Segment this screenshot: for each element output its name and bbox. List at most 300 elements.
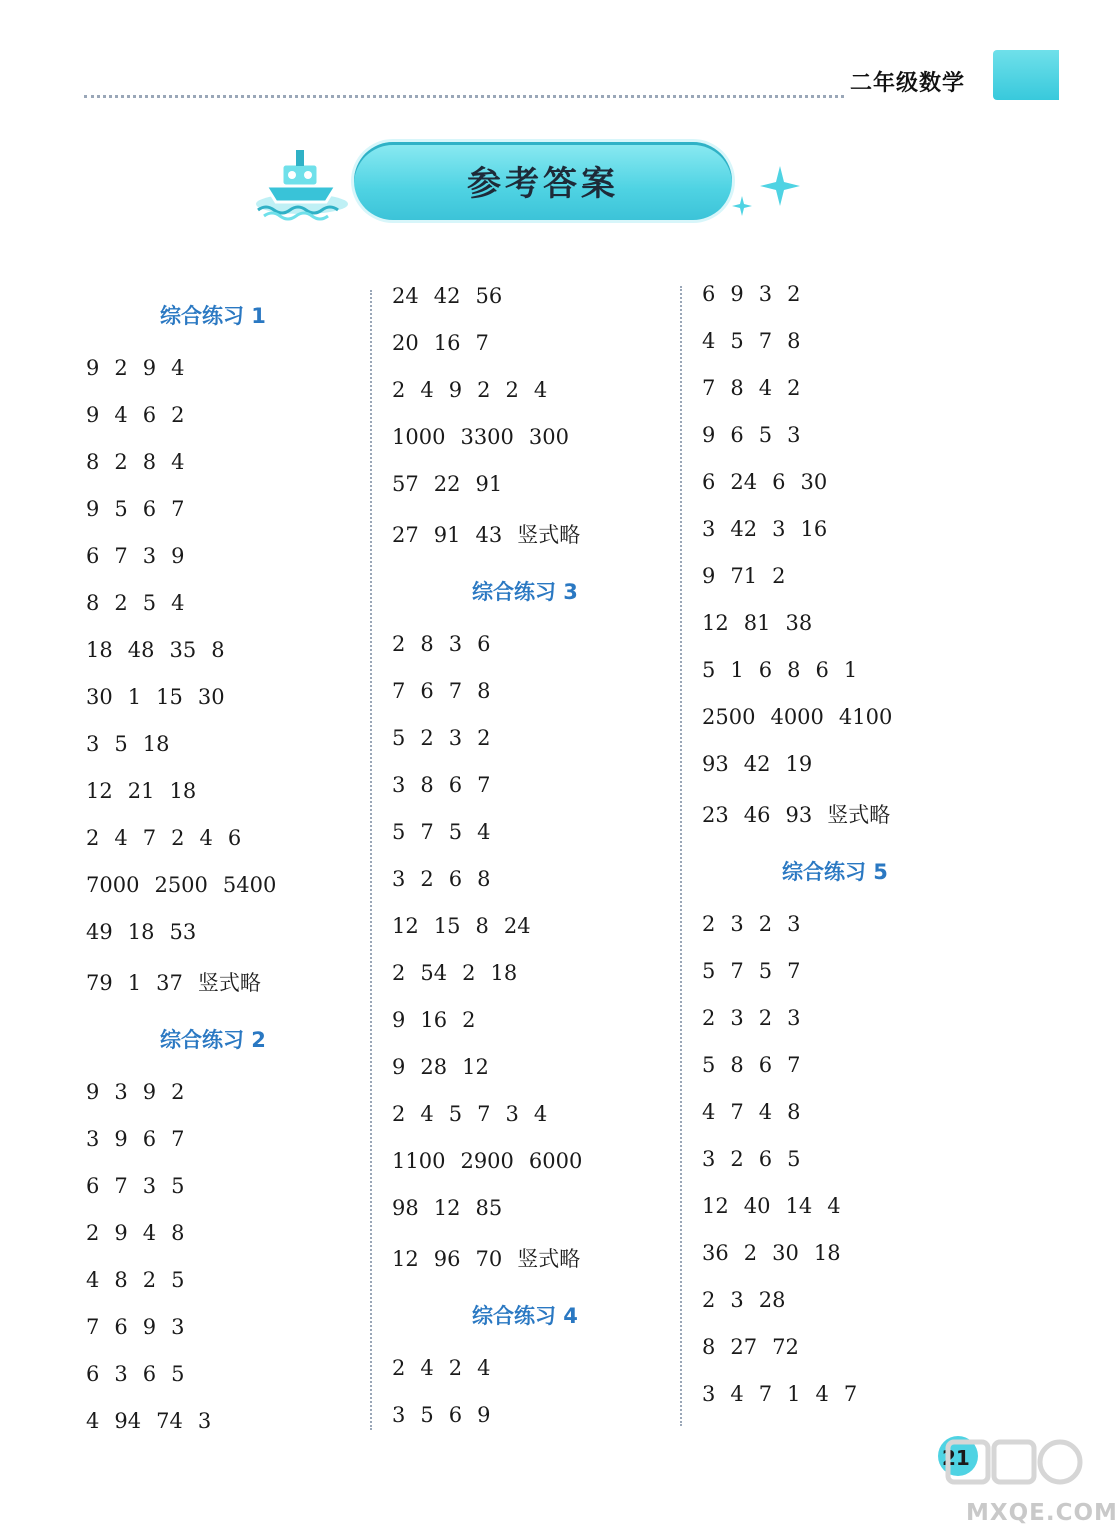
page-number: 21 (942, 1446, 970, 1470)
answer-value: 3 (702, 517, 716, 541)
answer-row (702, 376, 816, 400)
answer-value: 93 (702, 752, 729, 776)
answer-value: 24 (392, 284, 419, 308)
answer-value: 4000 (770, 705, 824, 729)
answer-value: 7 (477, 1102, 491, 1126)
answer-value: 53 (169, 920, 197, 944)
answer-row (86, 1127, 200, 1151)
answer-value: 4 (114, 403, 128, 427)
answer-value: 5 (420, 1403, 434, 1427)
answer-value: 4 (702, 329, 716, 353)
answer-value: 8 (211, 638, 225, 662)
answer-value: 1 (843, 658, 858, 682)
answer-row (86, 873, 291, 897)
answer-value: 7 (171, 497, 185, 521)
answer-value: 3 (142, 1174, 157, 1198)
sparkle-small-icon (732, 196, 752, 216)
answer-value: 6 (815, 658, 829, 682)
grade-subject-label: 二年级数学 (850, 71, 966, 96)
answer-value: 2500 (702, 705, 756, 729)
ship-icon (252, 142, 350, 220)
answer-row (702, 1006, 816, 1030)
answer-value: 6 (758, 658, 773, 682)
answer-value: 22 (433, 472, 461, 496)
answer-row (86, 732, 184, 756)
answer-value: 3 (86, 1127, 100, 1151)
answer-value: 6 (772, 470, 786, 494)
answer-row (392, 284, 517, 308)
answer-value: 9 (448, 378, 463, 402)
answer-value: 8 (730, 376, 744, 400)
answer-value: 6 (758, 1053, 773, 1077)
answer-value: 2 (171, 1080, 185, 1104)
answer-value: 8 (114, 1268, 128, 1292)
answer-value: 71 (730, 564, 758, 588)
answer-value: 4 (533, 378, 548, 402)
answer-value: 4 (114, 826, 128, 850)
answer-value: 3 (448, 726, 463, 750)
answer-value: 12 (702, 1194, 729, 1218)
answer-value: 6 (702, 470, 716, 494)
answer-value: 16 (420, 1008, 448, 1032)
answer-value: 2 (462, 961, 476, 985)
answer-value: 9 (142, 1080, 157, 1104)
answer-value: 5 (758, 959, 773, 983)
answer-value: 6000 (528, 1149, 583, 1173)
answer-value: 79 (86, 971, 113, 995)
answer-row (392, 961, 532, 985)
answer-value: 2 (462, 1008, 476, 1032)
column-divider-left (370, 290, 372, 1430)
answer-value: 4 (171, 356, 185, 380)
header-dotted-rule (84, 95, 844, 98)
answer-value: 9 (702, 564, 716, 588)
answer-value: 4 (86, 1268, 100, 1292)
answer-value: 91 (433, 523, 461, 547)
answer-value: 2 (787, 282, 801, 306)
answer-row (392, 632, 506, 656)
answer-value: 2 (142, 1268, 157, 1292)
answer-row (392, 378, 562, 402)
answer-row (392, 472, 517, 496)
answer-value: 8 (171, 1221, 185, 1245)
answer-value: 2 (392, 1356, 406, 1380)
answer-row (702, 1053, 816, 1077)
answer-value: 12 (86, 779, 113, 803)
answer-value: 18 (813, 1241, 841, 1265)
answer-value: 30 (197, 685, 225, 709)
answer-value: 30 (800, 470, 828, 494)
answer-value: 98 (392, 1196, 419, 1220)
answer-value: 2 (743, 1241, 758, 1265)
answer-value: 3 (772, 517, 786, 541)
answer-value: 5 (392, 820, 406, 844)
answer-row (86, 1221, 200, 1245)
answer-value: 57 (392, 472, 419, 496)
answer-value: 竖式略 (827, 803, 891, 827)
answer-row (702, 1241, 856, 1265)
answer-value: 30 (86, 685, 113, 709)
answer-value: 8 (702, 1335, 716, 1359)
answer-value: 9 (392, 1055, 406, 1079)
answer-value: 7 (787, 1053, 801, 1077)
header-color-tab (993, 50, 1059, 100)
answer-value: 4 (730, 1382, 744, 1406)
answer-value: 3 (171, 1315, 185, 1339)
answer-value: 2 (702, 912, 716, 936)
answer-row (702, 1335, 814, 1359)
answer-value: 5 (448, 1102, 463, 1126)
answer-row (392, 519, 595, 549)
answer-value: 9 (730, 282, 744, 306)
answer-value: 3 (787, 912, 801, 936)
answer-value: 4 (477, 1356, 491, 1380)
answer-value: 5 (730, 329, 744, 353)
answer-value: 3 (392, 1403, 406, 1427)
answer-value: 6 (142, 1127, 157, 1151)
answer-row (702, 329, 816, 353)
answer-value: 21 (127, 779, 155, 803)
answer-value: 3 (787, 1006, 801, 1030)
section-title: 综合练习 1 (160, 304, 266, 328)
answer-value: 7 (86, 1315, 100, 1339)
answer-row (702, 1288, 800, 1312)
answer-value: 2 (114, 591, 128, 615)
answer-value: 12 (462, 1055, 489, 1079)
answer-value: 38 (785, 611, 813, 635)
answer-value: 7 (392, 679, 406, 703)
answer-value: 27 (730, 1335, 758, 1359)
answer-value: 7 (114, 1174, 128, 1198)
answer-value: 9 (142, 1315, 157, 1339)
answer-value: 2 (171, 403, 185, 427)
answer-value: 2 (787, 376, 801, 400)
answer-value: 5 (142, 591, 157, 615)
answer-value: 3 (730, 1006, 744, 1030)
answer-value: 5 (448, 820, 463, 844)
answer-value: 6 (142, 1362, 157, 1386)
answer-value: 7000 (86, 873, 140, 897)
answer-value: 1 (730, 658, 744, 682)
section-title: 综合练习 5 (782, 860, 888, 884)
answer-value: 12 (702, 611, 729, 635)
answer-value: 1 (787, 1382, 801, 1406)
answer-value: 6 (477, 632, 491, 656)
answer-value: 43 (475, 523, 503, 547)
answer-value: 2 (505, 378, 519, 402)
answer-value: 2 (758, 1006, 773, 1030)
answer-row (86, 638, 240, 662)
answer-value: 7 (843, 1382, 858, 1406)
answer-row (86, 403, 200, 427)
answer-value: 1000 (392, 425, 446, 449)
answer-row (392, 679, 506, 703)
answer-value: 3 (86, 732, 100, 756)
answer-value: 竖式略 (517, 523, 581, 547)
answer-value: 6 (86, 544, 100, 568)
answer-row (702, 517, 842, 541)
answer-value: 2 (702, 1006, 716, 1030)
answer-row (702, 564, 800, 588)
answer-value: 3 (197, 1409, 212, 1433)
answer-value: 20 (392, 331, 419, 355)
answer-value: 4 (815, 1382, 829, 1406)
answer-value: 9 (477, 1403, 491, 1427)
answer-value: 49 (86, 920, 113, 944)
answer-value: 18 (86, 638, 113, 662)
answer-value: 91 (475, 472, 503, 496)
answer-value: 7 (758, 1382, 773, 1406)
section-title: 综合练习 2 (160, 1028, 266, 1052)
answer-value: 7 (787, 959, 801, 983)
answer-value: 5 (758, 423, 773, 447)
answer-value: 6 (730, 423, 744, 447)
answer-value: 1 (127, 971, 142, 995)
answer-value: 3 (730, 912, 744, 936)
answer-value: 14 (785, 1194, 813, 1218)
answer-value: 5400 (222, 873, 277, 897)
answer-value: 85 (475, 1196, 503, 1220)
answer-value: 4 (420, 378, 434, 402)
answer-value: 54 (420, 961, 448, 985)
answer-value: 2 (420, 867, 434, 891)
answer-value: 4 (199, 826, 213, 850)
answer-row (702, 1100, 816, 1124)
answer-value: 7 (730, 959, 744, 983)
answer-row (392, 1055, 504, 1079)
answer-value: 5 (702, 959, 716, 983)
answer-row (86, 356, 200, 380)
answer-row (86, 920, 211, 944)
answer-value: 35 (169, 638, 197, 662)
answer-value: 40 (743, 1194, 771, 1218)
answer-value: 72 (772, 1335, 799, 1359)
sparkle-icon (760, 166, 800, 206)
answer-value: 4 (420, 1356, 434, 1380)
answer-value: 5 (702, 1053, 716, 1077)
answer-value: 4 (702, 1100, 716, 1124)
answer-row (702, 658, 872, 682)
answer-value: 9 (171, 544, 185, 568)
answer-value: 24 (503, 914, 531, 938)
answer-value: 2 (758, 912, 773, 936)
answer-value: 48 (127, 638, 155, 662)
answer-value: 2 (448, 1356, 463, 1380)
answer-row (86, 967, 276, 997)
answer-value: 2 (86, 826, 100, 850)
answer-value: 7 (475, 331, 489, 355)
answer-value: 8 (142, 450, 157, 474)
answer-value: 93 (785, 803, 813, 827)
answer-value: 8 (475, 914, 489, 938)
answer-row (702, 282, 816, 306)
answer-value: 94 (114, 1409, 142, 1433)
answer-value: 6 (86, 1174, 100, 1198)
answer-value: 9 (114, 1127, 128, 1151)
answer-value: 23 (702, 803, 729, 827)
answer-row (86, 591, 200, 615)
answer-value: 7 (702, 376, 716, 400)
answer-row (86, 1315, 200, 1339)
answer-value: 2 (392, 632, 406, 656)
answer-value: 2 (114, 356, 128, 380)
answer-value: 6 (420, 679, 434, 703)
answer-value: 3 (758, 282, 773, 306)
answer-row (86, 1174, 200, 1198)
answer-value: 7 (171, 1127, 185, 1151)
answer-value: 16 (800, 517, 828, 541)
answer-value: 4 (86, 1409, 100, 1433)
answer-row (702, 1194, 856, 1218)
answer-value: 竖式略 (517, 1247, 581, 1271)
answer-value: 18 (127, 920, 155, 944)
answer-value: 2 (730, 1147, 744, 1171)
answer-row (86, 1362, 200, 1386)
answer-value: 3300 (460, 425, 514, 449)
answer-value: 8 (787, 658, 801, 682)
answer-row (392, 1243, 595, 1273)
answer-value: 1100 (392, 1149, 446, 1173)
answer-value: 12 (433, 1196, 461, 1220)
answer-value: 3 (448, 632, 463, 656)
answer-value: 8 (787, 1100, 801, 1124)
answer-row (392, 820, 506, 844)
answer-row (86, 779, 211, 803)
answer-value: 4100 (838, 705, 893, 729)
answer-value: 5 (171, 1174, 185, 1198)
answer-value: 3 (730, 1288, 744, 1312)
answer-value: 6 (448, 867, 463, 891)
answer-value: 4 (171, 591, 185, 615)
answer-value: 8 (420, 773, 434, 797)
answer-value: 3 (392, 867, 406, 891)
answer-value: 5 (392, 726, 406, 750)
answer-value: 5 (171, 1268, 185, 1292)
answer-value: 15 (433, 914, 461, 938)
answer-value: 27 (392, 523, 419, 547)
answer-value: 7 (477, 773, 491, 797)
answer-value: 2 (392, 961, 406, 985)
answer-value: 42 (433, 284, 461, 308)
answer-row (86, 685, 240, 709)
answer-value: 42 (743, 752, 771, 776)
answer-value: 9 (114, 1221, 128, 1245)
answer-value: 3 (787, 423, 801, 447)
answer-value: 9 (392, 1008, 406, 1032)
answer-value: 2 (392, 1102, 406, 1126)
answer-value: 18 (169, 779, 197, 803)
answer-row (392, 1102, 562, 1126)
answer-value: 2 (392, 378, 406, 402)
answer-value: 5 (114, 732, 128, 756)
answer-value: 7 (142, 826, 157, 850)
answer-value: 96 (433, 1247, 461, 1271)
answer-value: 36 (702, 1241, 729, 1265)
answer-value: 28 (758, 1288, 786, 1312)
answer-row (86, 1268, 200, 1292)
answer-value: 4 (758, 1100, 773, 1124)
answer-row (702, 799, 905, 829)
answer-value: 7 (114, 544, 128, 568)
answer-value: 15 (156, 685, 183, 709)
answer-value: 6 (227, 826, 242, 850)
answer-value: 12 (392, 1247, 419, 1271)
answer-row (86, 544, 200, 568)
answer-value: 2 (86, 1221, 100, 1245)
answer-row (392, 1008, 490, 1032)
answer-value: 18 (490, 961, 518, 985)
answer-value: 18 (142, 732, 170, 756)
answer-banner (354, 142, 732, 220)
answer-value: 9 (702, 423, 716, 447)
answer-row (702, 1382, 872, 1406)
answer-value: 4 (758, 376, 773, 400)
answer-value: 6 (142, 403, 157, 427)
answer-value: 7 (730, 1100, 744, 1124)
answer-value: 7 (448, 679, 463, 703)
answer-row (392, 1356, 506, 1380)
answer-value: 9 (86, 403, 100, 427)
answer-value: 4 (142, 1221, 157, 1245)
answer-value: 8 (420, 632, 434, 656)
answer-row (702, 912, 816, 936)
answer-value: 3 (702, 1147, 716, 1171)
answer-row (392, 867, 506, 891)
answer-value: 81 (743, 611, 771, 635)
answer-row (392, 1149, 597, 1173)
answer-value: 300 (528, 425, 569, 449)
answer-value: 5 (171, 1362, 185, 1386)
answer-row (392, 425, 584, 449)
answer-row (392, 1403, 506, 1427)
answer-row (702, 705, 907, 729)
answer-row (392, 726, 506, 750)
answer-value: 3 (505, 1102, 519, 1126)
answer-row (86, 1409, 226, 1433)
answer-value: 6 (448, 1403, 463, 1427)
answer-value: 2 (702, 1288, 716, 1312)
answer-value: 8 (86, 591, 100, 615)
answer-row (702, 752, 827, 776)
answer-row (702, 1147, 816, 1171)
answer-value: 6 (448, 773, 463, 797)
answer-row (702, 959, 816, 983)
answer-value: 6 (114, 1315, 128, 1339)
answer-value: 3 (702, 1382, 716, 1406)
answer-value: 5 (114, 497, 128, 521)
answer-value: 19 (785, 752, 813, 776)
answer-value: 6 (758, 1147, 773, 1171)
answer-value: 28 (420, 1055, 448, 1079)
answer-value: 2 (420, 726, 434, 750)
answer-row (392, 331, 504, 355)
answer-value: 2 (477, 378, 491, 402)
answer-value: 70 (475, 1247, 503, 1271)
answer-value: 74 (156, 1409, 183, 1433)
answer-value: 46 (743, 803, 771, 827)
answer-row (702, 423, 816, 447)
answer-value: 8 (477, 867, 491, 891)
answer-row (86, 497, 200, 521)
answer-value: 6 (142, 497, 157, 521)
answer-value: 8 (730, 1053, 744, 1077)
answer-value: 4 (533, 1102, 548, 1126)
watermark-text: MXQE.COM (966, 1500, 1118, 1526)
answer-value: 4 (827, 1194, 841, 1218)
answer-row (702, 611, 827, 635)
answer-row (702, 470, 842, 494)
section-title: 综合练习 4 (472, 1304, 578, 1328)
